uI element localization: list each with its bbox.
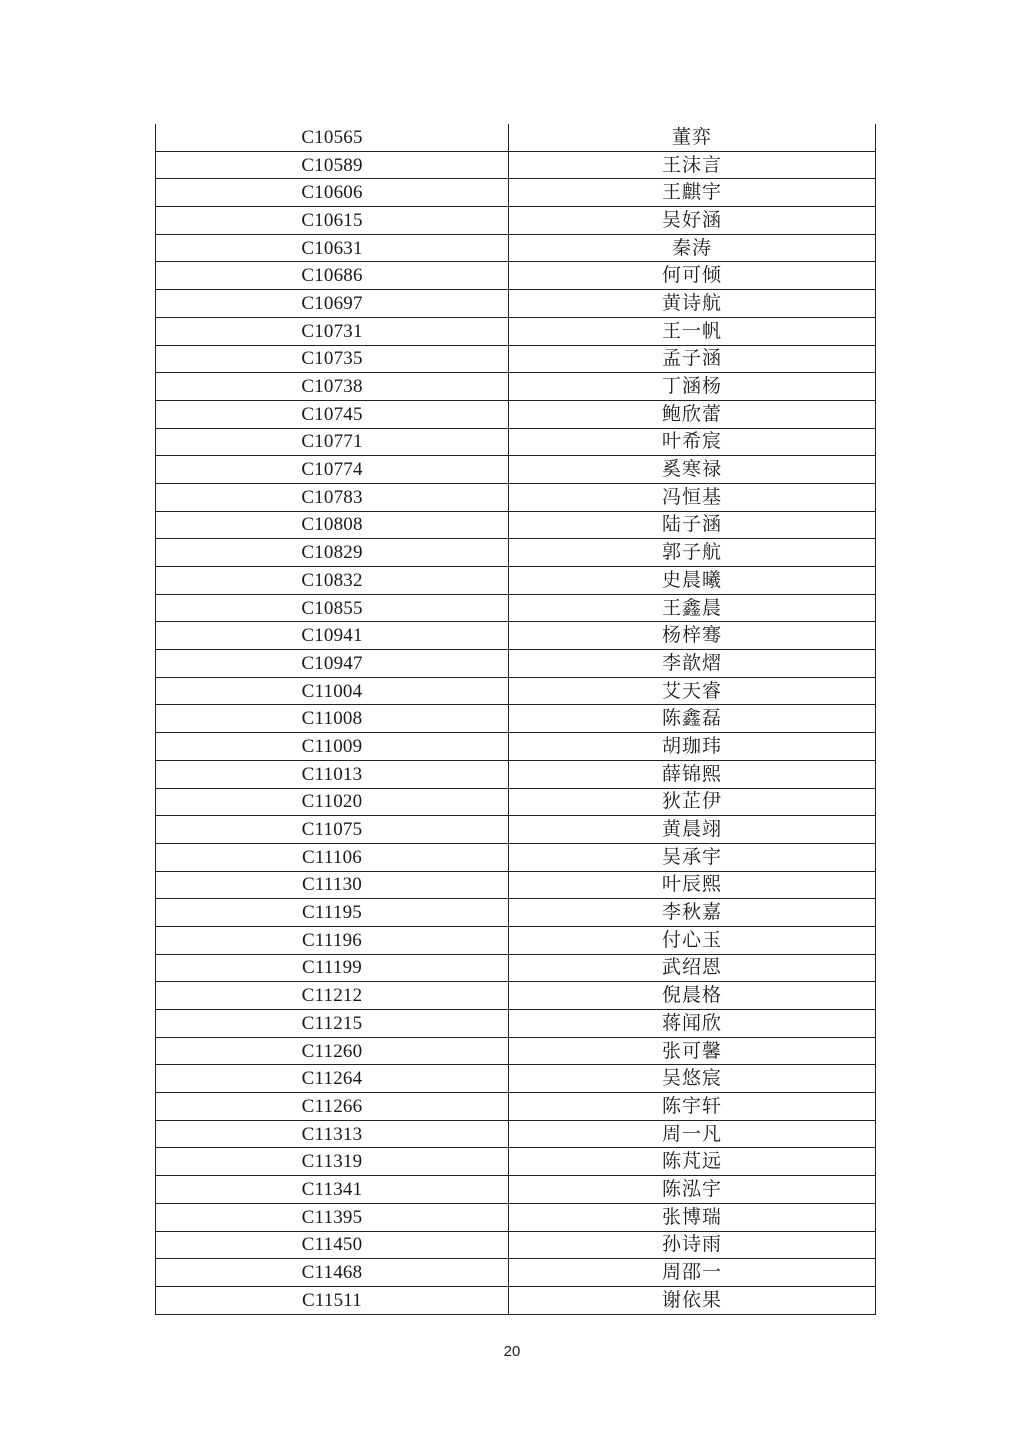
table-row <box>156 179 876 207</box>
student-name-cell: 李歆熠 <box>509 650 876 678</box>
student-id-cell: C11106 <box>156 843 509 871</box>
table-row <box>156 871 876 899</box>
student-name-cell: 艾天睿 <box>509 677 876 705</box>
table-row <box>156 207 876 235</box>
student-id-cell: C10941 <box>156 622 509 650</box>
roster-table <box>155 124 876 1315</box>
student-id-cell: C10738 <box>156 373 509 401</box>
student-id-cell: C11195 <box>156 899 509 927</box>
table-row <box>156 677 876 705</box>
table-row <box>156 345 876 373</box>
student-id-cell: C11264 <box>156 1065 509 1093</box>
student-id-cell: C10808 <box>156 511 509 539</box>
table-row <box>156 400 876 428</box>
student-name-cell: 杨梓骞 <box>509 622 876 650</box>
student-id-cell: C11260 <box>156 1037 509 1065</box>
table-row <box>156 899 876 927</box>
student-id-cell: C11075 <box>156 816 509 844</box>
student-id-cell: C11212 <box>156 982 509 1010</box>
student-name-cell: 黄晨翊 <box>509 816 876 844</box>
student-id-cell: C10735 <box>156 345 509 373</box>
student-name-cell: 周邵一 <box>509 1259 876 1287</box>
student-name-cell: 史晨曦 <box>509 567 876 595</box>
student-name-cell: 郭子航 <box>509 539 876 567</box>
student-id-cell: C11020 <box>156 788 509 816</box>
table-row <box>156 1037 876 1065</box>
student-name-cell: 李秋嘉 <box>509 899 876 927</box>
student-name-cell: 付心玉 <box>509 926 876 954</box>
table-row <box>156 705 876 733</box>
table-row <box>156 1286 876 1314</box>
student-name-cell: 张可馨 <box>509 1037 876 1065</box>
table-row <box>156 1065 876 1093</box>
student-name-cell: 陆子涵 <box>509 511 876 539</box>
student-id-cell: C10686 <box>156 262 509 290</box>
student-id-cell: C11450 <box>156 1231 509 1259</box>
student-id-cell: C11395 <box>156 1203 509 1231</box>
student-id-cell: C11004 <box>156 677 509 705</box>
table-row <box>156 650 876 678</box>
student-name-cell: 蒋闻欣 <box>509 1010 876 1038</box>
student-name-cell: 倪晨格 <box>509 982 876 1010</box>
table-row <box>156 816 876 844</box>
table-row <box>156 788 876 816</box>
student-id-cell: C11341 <box>156 1176 509 1204</box>
student-name-cell: 陈宇轩 <box>509 1093 876 1121</box>
student-id-cell: C11511 <box>156 1286 509 1314</box>
student-name-cell: 陈泓宇 <box>509 1176 876 1204</box>
student-name-cell: 王鑫晨 <box>509 594 876 622</box>
table-row <box>156 954 876 982</box>
table-row <box>156 428 876 456</box>
student-id-cell: C11196 <box>156 926 509 954</box>
student-name-cell: 奚寒禄 <box>509 456 876 484</box>
student-name-cell: 董弈 <box>509 124 876 151</box>
table-row <box>156 1231 876 1259</box>
student-name-cell: 张博瑞 <box>509 1203 876 1231</box>
student-id-cell: C11013 <box>156 760 509 788</box>
student-name-cell: 陈芃远 <box>509 1148 876 1176</box>
student-id-cell: C10731 <box>156 317 509 345</box>
student-name-cell: 丁涵杨 <box>509 373 876 401</box>
student-id-cell: C10697 <box>156 290 509 318</box>
table-row <box>156 373 876 401</box>
student-name-cell: 谢依果 <box>509 1286 876 1314</box>
student-id-cell: C11009 <box>156 733 509 761</box>
table-row <box>156 151 876 179</box>
student-id-cell: C11215 <box>156 1010 509 1038</box>
student-id-cell: C10829 <box>156 539 509 567</box>
student-name-cell: 王沫言 <box>509 151 876 179</box>
student-name-cell: 周一凡 <box>509 1120 876 1148</box>
table-row <box>156 317 876 345</box>
table-row <box>156 1010 876 1038</box>
student-id-cell: C11313 <box>156 1120 509 1148</box>
student-name-cell: 吴好涵 <box>509 207 876 235</box>
student-name-cell: 秦涛 <box>509 234 876 262</box>
table-row <box>156 843 876 871</box>
table-row <box>156 926 876 954</box>
table-row <box>156 290 876 318</box>
student-name-cell: 孙诗雨 <box>509 1231 876 1259</box>
student-name-cell: 鲍欣蕾 <box>509 400 876 428</box>
table-row <box>156 982 876 1010</box>
table-row <box>156 1176 876 1204</box>
student-id-cell: C11008 <box>156 705 509 733</box>
student-id-cell: C10745 <box>156 400 509 428</box>
student-name-cell: 孟子涵 <box>509 345 876 373</box>
student-name-cell: 叶辰熙 <box>509 871 876 899</box>
student-id-cell: C10606 <box>156 179 509 207</box>
table-row <box>156 1259 876 1287</box>
student-id-cell: C10947 <box>156 650 509 678</box>
table-row <box>156 1093 876 1121</box>
table-row <box>156 733 876 761</box>
table-row <box>156 511 876 539</box>
student-name-cell: 武绍恩 <box>509 954 876 982</box>
student-id-cell: C11199 <box>156 954 509 982</box>
table-row <box>156 760 876 788</box>
student-id-cell: C10855 <box>156 594 509 622</box>
student-id-cell: C10783 <box>156 483 509 511</box>
student-name-cell: 叶希宸 <box>509 428 876 456</box>
table-row <box>156 124 876 151</box>
student-id-cell: C11468 <box>156 1259 509 1287</box>
student-name-cell: 冯恒基 <box>509 483 876 511</box>
table-row <box>156 456 876 484</box>
student-id-cell: C11319 <box>156 1148 509 1176</box>
student-name-cell: 王一帆 <box>509 317 876 345</box>
student-name-cell: 黄诗航 <box>509 290 876 318</box>
student-name-cell: 薛锦熙 <box>509 760 876 788</box>
roster-table-body <box>156 124 876 1314</box>
table-row <box>156 1148 876 1176</box>
table-row <box>156 483 876 511</box>
student-id-cell: C10832 <box>156 567 509 595</box>
student-id-cell: C11266 <box>156 1093 509 1121</box>
student-name-cell: 胡珈玮 <box>509 733 876 761</box>
student-id-cell: C10589 <box>156 151 509 179</box>
table-row <box>156 262 876 290</box>
student-name-cell: 王麒宇 <box>509 179 876 207</box>
student-name-cell: 吴悠宸 <box>509 1065 876 1093</box>
table-row <box>156 234 876 262</box>
student-id-cell: C10615 <box>156 207 509 235</box>
student-id-cell: C10771 <box>156 428 509 456</box>
table-row <box>156 1120 876 1148</box>
student-id-cell: C10631 <box>156 234 509 262</box>
page-number: 20 <box>503 1343 521 1360</box>
student-name-cell: 何可倾 <box>509 262 876 290</box>
table-row <box>156 539 876 567</box>
table-row <box>156 622 876 650</box>
student-name-cell: 吴承宇 <box>509 843 876 871</box>
student-id-cell: C10565 <box>156 124 509 151</box>
table-row <box>156 567 876 595</box>
student-id-cell: C11130 <box>156 871 509 899</box>
student-id-cell: C10774 <box>156 456 509 484</box>
student-name-cell: 陈鑫磊 <box>509 705 876 733</box>
table-row <box>156 594 876 622</box>
student-name-cell: 狄芷伊 <box>509 788 876 816</box>
table-row <box>156 1203 876 1231</box>
